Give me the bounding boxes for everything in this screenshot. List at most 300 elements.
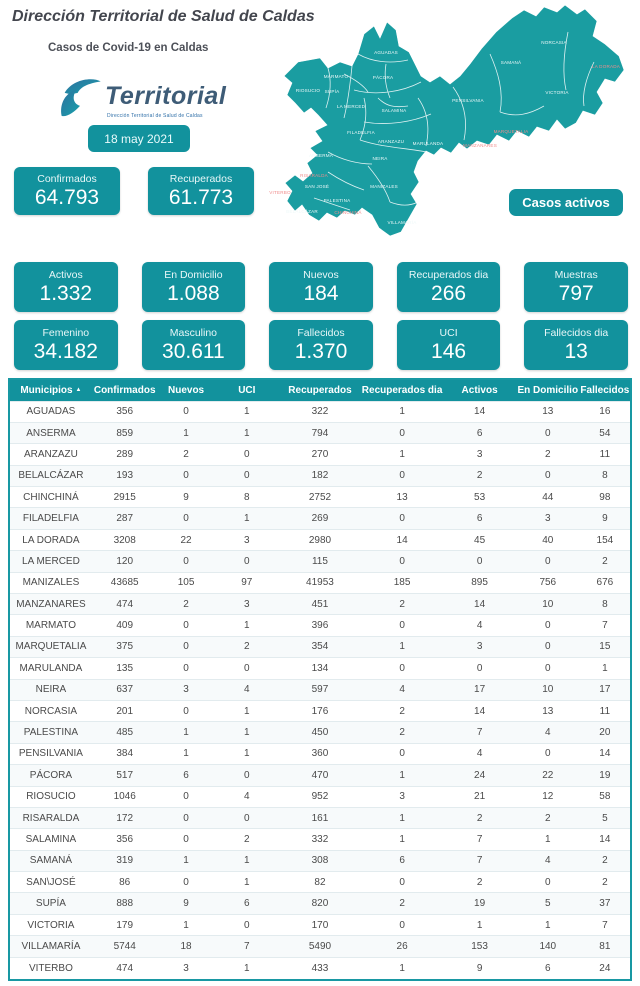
value-cell: 14	[443, 700, 516, 721]
table-row[interactable]	[10, 529, 630, 550]
column-header-confirmados[interactable]: Confirmados	[92, 380, 158, 401]
value-cell: 2915	[92, 487, 158, 508]
value-cell: 1	[361, 957, 443, 978]
kpi-label: Muestras	[554, 268, 598, 281]
value-cell: 7	[580, 615, 630, 636]
value-cell: 4	[443, 743, 516, 764]
value-cell: 3	[516, 508, 580, 529]
value-cell: 11	[580, 700, 630, 721]
table-row[interactable]	[10, 401, 630, 422]
value-cell: 7	[443, 850, 516, 871]
value-cell: 0	[443, 658, 516, 679]
value-cell: 0	[158, 401, 215, 422]
value-cell: 859	[92, 422, 158, 443]
value-cell: 20	[580, 722, 630, 743]
kpi-femenino	[14, 320, 118, 370]
value-cell: 8	[580, 465, 630, 486]
table-row[interactable]	[10, 893, 630, 914]
value-cell: 1	[361, 765, 443, 786]
value-cell: 756	[516, 572, 580, 593]
map-label: ANSERMA	[308, 153, 334, 158]
value-cell: 470	[279, 765, 361, 786]
value-cell: 14	[361, 529, 443, 550]
value-cell: 176	[279, 700, 361, 721]
value-cell: 0	[516, 615, 580, 636]
value-cell: 356	[92, 401, 158, 422]
value-cell: 485	[92, 722, 158, 743]
value-cell: 0	[361, 551, 443, 572]
column-header-activos[interactable]: Activos	[443, 380, 516, 401]
value-cell: 5	[580, 807, 630, 828]
table-header-row	[10, 380, 630, 401]
date-badge: 18 may 2021	[88, 125, 190, 152]
value-cell: 6	[516, 957, 580, 978]
value-cell: 0	[215, 765, 279, 786]
municipality-cell: FILADELFIA	[10, 508, 92, 529]
column-header-label: Municipios	[20, 384, 73, 396]
table-row[interactable]	[10, 636, 630, 657]
map-label: PENSILVANIA	[452, 98, 484, 103]
value-cell: 5490	[279, 936, 361, 957]
value-cell: 53	[443, 487, 516, 508]
value-cell: 269	[279, 508, 361, 529]
value-cell: 332	[279, 829, 361, 850]
value-cell: 7	[580, 914, 630, 935]
column-header-nuevos[interactable]: Nuevos	[158, 380, 215, 401]
value-cell: 2	[158, 594, 215, 615]
table-row[interactable]	[10, 829, 630, 850]
value-cell: 1	[215, 722, 279, 743]
value-cell: 185	[361, 572, 443, 593]
value-cell: 0	[516, 465, 580, 486]
map-label: FILADELFIA	[347, 130, 375, 135]
value-cell: 201	[92, 700, 158, 721]
value-cell: 13	[516, 401, 580, 422]
value-cell: 1	[215, 615, 279, 636]
value-cell: 0	[361, 743, 443, 764]
value-cell: 2	[361, 700, 443, 721]
kpi-label: En Domicilio	[164, 268, 223, 281]
value-cell: 2	[516, 444, 580, 465]
municipality-cell: NORCASIA	[10, 700, 92, 721]
value-cell: 0	[158, 636, 215, 657]
value-cell: 15	[580, 636, 630, 657]
map-label: MARMATO	[323, 74, 349, 79]
value-cell: 0	[361, 508, 443, 529]
municipality-cell: CHINCHINÁ	[10, 487, 92, 508]
value-cell: 4	[361, 679, 443, 700]
map-label: AGUADAS	[374, 50, 398, 55]
map-label: MARQUETALIA	[493, 129, 529, 134]
value-cell: 0	[158, 658, 215, 679]
municipality-cell: SAN\JOSÉ	[10, 872, 92, 893]
value-cell: 19	[580, 765, 630, 786]
municipality-cell: ANSERMA	[10, 422, 92, 443]
value-cell: 135	[92, 658, 158, 679]
page-subtitle: Casos de Covid-19 en Caldas	[48, 42, 209, 54]
table-body	[10, 401, 630, 979]
value-cell: 97	[215, 572, 279, 593]
value-cell: 9	[443, 957, 516, 978]
value-cell: 3	[443, 444, 516, 465]
value-cell: 86	[92, 872, 158, 893]
value-cell: 2	[580, 850, 630, 871]
value-cell: 13	[361, 487, 443, 508]
value-cell: 0	[215, 807, 279, 828]
table-row[interactable]	[10, 914, 630, 935]
value-cell: 1	[158, 850, 215, 871]
value-cell: 3208	[92, 529, 158, 550]
value-cell: 952	[279, 786, 361, 807]
value-cell: 44	[516, 487, 580, 508]
value-cell: 450	[279, 722, 361, 743]
kpi-label: Fallecidos dia	[544, 326, 609, 339]
municipality-cell: LA MERCED	[10, 551, 92, 572]
table-row[interactable]	[10, 700, 630, 721]
map-label: VICTORIA	[545, 90, 569, 95]
table-row[interactable]	[10, 765, 630, 786]
value-cell: 115	[279, 551, 361, 572]
value-cell: 153	[443, 936, 516, 957]
kpi-masculino	[142, 320, 246, 370]
table-row[interactable]	[10, 722, 630, 743]
value-cell: 0	[158, 615, 215, 636]
municipality-cell: MARMATO	[10, 615, 92, 636]
column-header-recuperados-dia[interactable]: Recuperados dia	[361, 380, 443, 401]
municipality-cell: RIOSUCIO	[10, 786, 92, 807]
table-row[interactable]	[10, 679, 630, 700]
territorial-logo	[57, 76, 257, 124]
value-cell: 1	[516, 914, 580, 935]
value-cell: 433	[279, 957, 361, 978]
value-cell: 7	[443, 722, 516, 743]
value-cell: 154	[580, 529, 630, 550]
value-cell: 0	[158, 829, 215, 850]
value-cell: 5744	[92, 936, 158, 957]
value-cell: 375	[92, 636, 158, 657]
value-cell: 37	[580, 893, 630, 914]
value-cell: 2	[516, 807, 580, 828]
table-row[interactable]	[10, 743, 630, 764]
value-cell: 6	[361, 850, 443, 871]
table-row[interactable]	[10, 508, 630, 529]
value-cell: 0	[158, 872, 215, 893]
value-cell: 1	[158, 722, 215, 743]
value-cell: 81	[580, 936, 630, 957]
value-cell: 16	[580, 401, 630, 422]
kpi-value: 1.332	[39, 281, 93, 305]
value-cell: 2	[361, 594, 443, 615]
table-row[interactable]	[10, 850, 630, 871]
value-cell: 676	[580, 572, 630, 593]
kpi-confirmados	[14, 167, 120, 215]
kpi-nuevos	[269, 262, 373, 312]
value-cell: 287	[92, 508, 158, 529]
value-cell: 4	[215, 679, 279, 700]
value-cell: 396	[279, 615, 361, 636]
value-cell: 1	[361, 636, 443, 657]
value-cell: 1	[158, 743, 215, 764]
kpi-value: 146	[431, 339, 467, 363]
value-cell: 8	[580, 594, 630, 615]
value-cell: 637	[92, 679, 158, 700]
value-cell: 2980	[279, 529, 361, 550]
table-row[interactable]	[10, 807, 630, 828]
table-row[interactable]	[10, 786, 630, 807]
value-cell: 888	[92, 893, 158, 914]
column-header-fallecidos[interactable]: Fallecidos	[580, 380, 630, 401]
table-row[interactable]	[10, 658, 630, 679]
value-cell: 0	[361, 658, 443, 679]
table-row[interactable]	[10, 572, 630, 593]
value-cell: 0	[516, 551, 580, 572]
value-cell: 161	[279, 807, 361, 828]
map-label: MANIZALES	[370, 184, 398, 189]
table-row[interactable]	[10, 487, 630, 508]
value-cell: 10	[516, 679, 580, 700]
map-label: SUPÍA	[324, 89, 340, 94]
column-header-municipios[interactable]	[10, 380, 92, 401]
kpi-label: Fallecidos	[297, 326, 345, 339]
value-cell: 289	[92, 444, 158, 465]
value-cell: 9	[158, 487, 215, 508]
value-cell: 7	[443, 829, 516, 850]
map-label: PÁCORA	[372, 75, 394, 80]
value-cell: 11	[580, 444, 630, 465]
kpi-value: 266	[431, 281, 467, 305]
value-cell: 1	[158, 422, 215, 443]
municipality-cell: NEIRA	[10, 679, 92, 700]
value-cell: 21	[443, 786, 516, 807]
table-row[interactable]	[10, 444, 630, 465]
page-title: Dirección Territorial de Salud de Caldas	[12, 8, 315, 25]
value-cell: 0	[158, 700, 215, 721]
kpi-value: 64.793	[34, 185, 100, 209]
table-row[interactable]	[10, 872, 630, 893]
value-cell: 14	[580, 743, 630, 764]
value-cell: 474	[92, 957, 158, 978]
value-cell: 6	[215, 893, 279, 914]
value-cell: 3	[215, 594, 279, 615]
value-cell: 1	[215, 743, 279, 764]
value-cell: 22	[158, 529, 215, 550]
value-cell: 1	[215, 422, 279, 443]
value-cell: 9	[580, 508, 630, 529]
table-row[interactable]	[10, 936, 630, 957]
casos-activos-button[interactable]: Casos activos	[509, 189, 623, 216]
value-cell: 2	[443, 465, 516, 486]
value-cell: 597	[279, 679, 361, 700]
value-cell: 6	[443, 508, 516, 529]
value-cell: 820	[279, 893, 361, 914]
value-cell: 17	[580, 679, 630, 700]
column-header-uci[interactable]: UCI	[215, 380, 279, 401]
kpi-value: 30.611	[162, 339, 225, 363]
value-cell: 24	[580, 957, 630, 978]
value-cell: 2752	[279, 487, 361, 508]
value-cell: 451	[279, 594, 361, 615]
kpi-fallecidos	[269, 320, 373, 370]
value-cell: 193	[92, 465, 158, 486]
value-cell: 9	[158, 893, 215, 914]
value-cell: 22	[516, 765, 580, 786]
value-cell: 409	[92, 615, 158, 636]
column-header-recuperados[interactable]: Recuperados	[279, 380, 361, 401]
value-cell: 5	[516, 893, 580, 914]
table-row[interactable]	[10, 422, 630, 443]
value-cell: 322	[279, 401, 361, 422]
value-cell: 356	[92, 829, 158, 850]
value-cell: 120	[92, 551, 158, 572]
value-cell: 40	[516, 529, 580, 550]
kpi-label: Confirmados	[37, 172, 97, 185]
value-cell: 0	[158, 786, 215, 807]
kpi-label: Nuevos	[303, 268, 339, 281]
kpi-fallecidos-dia	[524, 320, 628, 370]
kpi-value: 61.773	[168, 185, 234, 209]
map-label: LA DORADA	[591, 64, 621, 69]
municipality-cell: VICTORIA	[10, 914, 92, 935]
value-cell: 1	[215, 401, 279, 422]
value-cell: 12	[516, 786, 580, 807]
municipality-cell: SALAMINA	[10, 829, 92, 850]
kpi-row-2	[14, 320, 628, 370]
value-cell: 0	[361, 465, 443, 486]
value-cell: 98	[580, 487, 630, 508]
map-label: VILLAMARÍA	[387, 220, 417, 225]
value-cell: 41953	[279, 572, 361, 593]
value-cell: 0	[158, 807, 215, 828]
value-cell: 2	[361, 893, 443, 914]
table-row[interactable]	[10, 615, 630, 636]
value-cell: 0	[215, 465, 279, 486]
value-cell: 1	[580, 658, 630, 679]
map-label: VITERBO	[269, 190, 291, 195]
value-cell: 1	[215, 700, 279, 721]
value-cell: 0	[215, 551, 279, 572]
value-cell: 6	[158, 765, 215, 786]
value-cell: 170	[279, 914, 361, 935]
value-cell: 2	[215, 829, 279, 850]
map-label: SAMANÁ	[500, 60, 522, 65]
municipality-cell: RISARALDA	[10, 807, 92, 828]
value-cell: 1046	[92, 786, 158, 807]
municipality-cell: MANZANARES	[10, 594, 92, 615]
value-cell: 0	[361, 422, 443, 443]
map-label: PALESTINA	[323, 198, 351, 203]
value-cell: 19	[443, 893, 516, 914]
value-cell: 2	[158, 444, 215, 465]
municipality-cell: MARQUETALIA	[10, 636, 92, 657]
map-label: RISARALDA	[300, 173, 328, 178]
table-row[interactable]	[10, 551, 630, 572]
value-cell: 2	[361, 722, 443, 743]
kpi-row-1	[14, 262, 628, 312]
kpi-value: 13	[564, 339, 588, 363]
kpi-label: Recuperados dia	[408, 268, 489, 281]
value-cell: 8	[215, 487, 279, 508]
value-cell: 2	[580, 551, 630, 572]
value-cell: 0	[361, 872, 443, 893]
value-cell: 45	[443, 529, 516, 550]
value-cell: 1	[361, 444, 443, 465]
value-cell: 3	[361, 786, 443, 807]
value-cell: 14	[443, 594, 516, 615]
kpi-en-domicilio	[142, 262, 246, 312]
table-row[interactable]	[10, 957, 630, 978]
value-cell: 134	[279, 658, 361, 679]
value-cell: 1	[215, 872, 279, 893]
municipality-cell: PENSILVANIA	[10, 743, 92, 764]
map-label: NORCASIA	[541, 40, 567, 45]
value-cell: 14	[443, 401, 516, 422]
kpi-label: UCI	[439, 326, 458, 339]
municipality-cell: MARULANDA	[10, 658, 92, 679]
value-cell: 4	[516, 722, 580, 743]
value-cell: 6	[443, 422, 516, 443]
municipality-cell: MANIZALES	[10, 572, 92, 593]
value-cell: 0	[516, 658, 580, 679]
value-cell: 1	[516, 829, 580, 850]
municipality-cell: LA DORADA	[10, 529, 92, 550]
municipality-cell: PÁCORA	[10, 765, 92, 786]
municipality-table	[10, 380, 630, 979]
municipality-cell: ARANZAZU	[10, 444, 92, 465]
value-cell: 0	[443, 551, 516, 572]
value-cell: 4	[215, 786, 279, 807]
value-cell: 0	[215, 914, 279, 935]
value-cell: 0	[158, 551, 215, 572]
value-cell: 270	[279, 444, 361, 465]
table-row[interactable]	[10, 465, 630, 486]
value-cell: 3	[158, 679, 215, 700]
column-header-en-domicilio[interactable]: En Domicilio	[516, 380, 580, 401]
map-label: BELALCÁZAR	[286, 209, 318, 214]
value-cell: 319	[92, 850, 158, 871]
kpi-value: 184	[303, 281, 339, 305]
kpi-value: 34.182	[33, 339, 98, 363]
municipality-table-container	[8, 378, 632, 981]
value-cell: 384	[92, 743, 158, 764]
value-cell: 2	[443, 807, 516, 828]
municipality-cell: VILLAMARÍA	[10, 936, 92, 957]
value-cell: 54	[580, 422, 630, 443]
map-label: LA MERCED	[336, 104, 366, 109]
value-cell: 179	[92, 914, 158, 935]
value-cell: 474	[92, 594, 158, 615]
value-cell: 895	[443, 572, 516, 593]
value-cell: 0	[516, 743, 580, 764]
municipality-cell: SUPÍA	[10, 893, 92, 914]
value-cell: 10	[516, 594, 580, 615]
value-cell: 1	[215, 957, 279, 978]
value-cell: 4	[516, 850, 580, 871]
kpi-muestras	[524, 262, 628, 312]
map-label: ARANZAZU	[377, 139, 405, 144]
value-cell: 3	[443, 636, 516, 657]
value-cell: 0	[516, 872, 580, 893]
value-cell: 0	[361, 615, 443, 636]
table-row[interactable]	[10, 594, 630, 615]
kpi-label: Activos	[48, 268, 83, 281]
municipality-cell: BELALCÁZAR	[10, 465, 92, 486]
kpi-value: 1.088	[167, 281, 220, 305]
municipality-cell: PALESTINA	[10, 722, 92, 743]
value-cell: 1	[361, 829, 443, 850]
value-cell: 4	[443, 615, 516, 636]
value-cell: 82	[279, 872, 361, 893]
value-cell: 1	[443, 914, 516, 935]
